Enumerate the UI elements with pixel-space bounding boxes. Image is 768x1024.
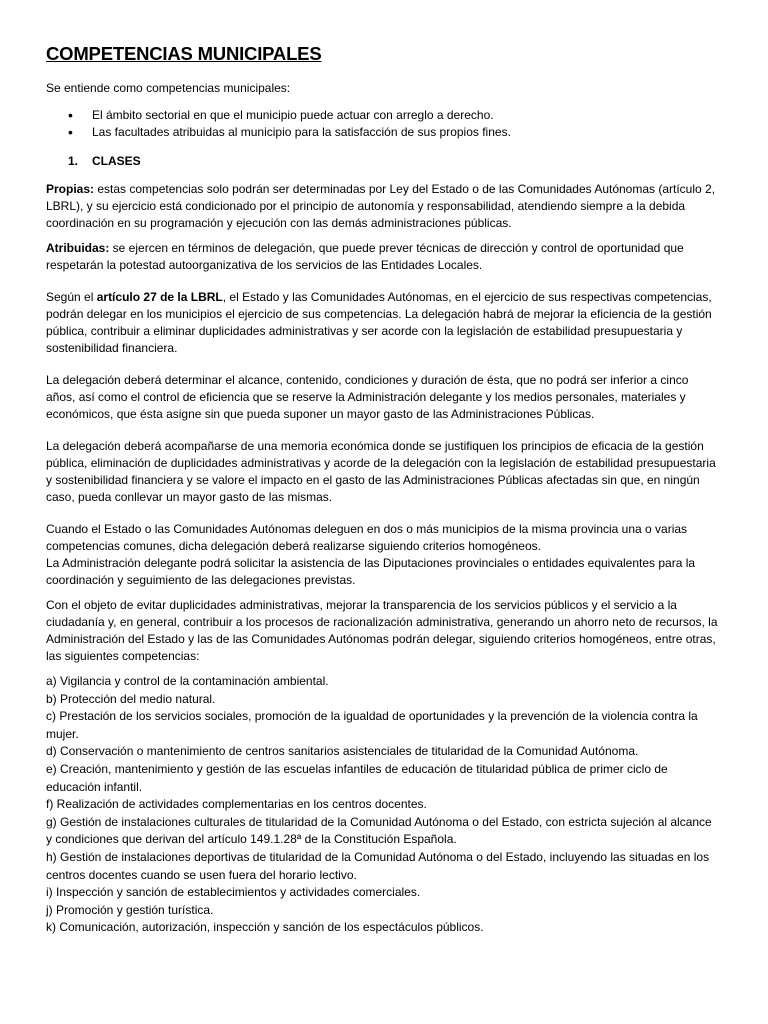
articulo27-paragraph bbox=[46, 289, 720, 357]
articulo27-bold: artículo 27 de la LBRL bbox=[96, 290, 223, 304]
atribuidas-text: se ejercen en términos de delegación, que puede prever técnicas de dirección y control de oportunidad que respetarán la potestad autoorganizativa de los servicios de las Entidades Locales. bbox=[46, 241, 684, 272]
memoria-paragraph: La delegación deberá acompañarse de una memoria económica donde se justifiquen los principios de eficacia de la gestión pública, eliminación de duplicidades administrativas y acorde de la delegación con la legislación de estabilidad presupuestaria y sostenibilidad financiera y se valore el impacto en el gasto de las Administraciones Públicas afectadas sin que, en ningún caso, pueda conllevar un mayor gasto de las mismas. bbox=[46, 439, 716, 504]
alcance-paragraph: La delegación deberá determinar el alcance, contenido, condiciones y duración de ésta, que no podrá ser inferior a cinco años, así como el control de eficiencia que se reserve la Administración delegante y los medios personales, materiales y económicos, que ésta asigne sin que pueda suponer un mayor gasto de las Administraciones Públicas. bbox=[46, 373, 689, 421]
propias-text: estas competencias solo podrán ser determinadas por Ley del Estado o de las Comunidades Autónomas (artículo 2, LBRL), y su ejercicio está condicionado por el principio de autonomía y responsabilidad, atendiendo siempre a la debida coordinación en su programación y ejecución con las demás administraciones públicas. bbox=[46, 182, 716, 230]
list-item: b) Protección del medio natural. bbox=[46, 691, 216, 706]
definition-item: • El ámbito sectorial en que el municipio puede actuar con arreglo a derecho. bbox=[46, 107, 720, 124]
document-page bbox=[46, 42, 720, 937]
list-item: d) Conservación o mantenimiento de centros sanitarios asistenciales de titularidad de la Comunidad Autónoma. bbox=[46, 744, 639, 759]
list-item: a) Vigilancia y control de la contaminación ambiental. bbox=[46, 674, 329, 688]
list-item: e) Creación, mantenimiento y gestión de las escuelas infantiles de educación de titularidad pública de primer ciclo de educación infantil. bbox=[46, 761, 668, 794]
document-title: COMPETENCIAS MUNICIPALES bbox=[46, 43, 322, 64]
articulo27-pre: Según el bbox=[46, 290, 97, 304]
list-item: j) Promoción y gestión turística. bbox=[46, 902, 214, 917]
list-item: f) Realización de actividades complementarias en los centros docentes. bbox=[46, 797, 427, 812]
section-label: CLASES bbox=[92, 154, 141, 168]
list-item: c) Prestación de los servicios sociales, promoción de la igualdad de oportunidades y la prevención de la violencia contra la mujer. bbox=[46, 709, 698, 741]
competencias-list bbox=[46, 673, 720, 937]
objeto-paragraph: Con el objeto de evitar duplicidades administrativas, mejorar la transparencia de los servicios públicos y el servicio a la ciudadanía y, en general, contribuir a los procesos de racionalización administrativa, generando un ahorro neto de recursos, la Administración del Estado y las de las Comunidades Autónomas podrán delegar, siguiendo criterios homogéneos, entre otras, las siguientes competencias: bbox=[46, 598, 718, 663]
asistencia-paragraph: La Administración delegante podrá solicitar la asistencia de las Diputaciones provinciales o entidades equivalentes para la coordinación y seguimiento de las delegaciones previstas. bbox=[46, 556, 696, 587]
list-item: i) Inspección y sanción de establecimientos y actividades comerciales. bbox=[46, 885, 421, 900]
list-item: g) Gestión de instalaciones culturales de titularidad de la Comunidad Autónoma o del Estado, con estricta sujeción al alcance y condiciones que derivan del artículo 149.1.28ª de la Constitución Española. bbox=[46, 814, 712, 847]
list-item: k) Comunicación, autorización, inspección y sanción de los espectáculos públicos. bbox=[46, 920, 484, 935]
definition-list bbox=[46, 107, 720, 141]
propias-label: Propias: bbox=[46, 182, 95, 196]
atribuidas-label: Atribuidas: bbox=[46, 241, 110, 255]
definition-item: • Las facultades atribuidas al municipio para la satisfacción de sus propios fines. bbox=[46, 124, 720, 141]
section-heading bbox=[46, 153, 720, 170]
articulo27-text: , el Estado y las Comunidades Autónomas, en el ejercicio de sus respectivas competencias, podrán delegar en los municipios el ejercicio de sus competencias. La delegación habrá de mejorar la eficiencia de la gestión pública, contribuir a eliminar duplicidades administrativas y ser acorde con la legislación de estabilidad presupuestaria y sostenibilidad financiera. bbox=[46, 290, 712, 355]
atribuidas-paragraph bbox=[46, 240, 720, 274]
homogeneos-paragraph: Cuando el Estado o las Comunidades Autónomas deleguen en dos o más municipios de la misma provincia una o varias competencias comunes, dicha delegación deberá realizarse siguiendo criterios homogéneos. bbox=[46, 522, 688, 553]
section-number: 1. bbox=[68, 154, 79, 168]
intro-text: Se entiende como competencias municipales: bbox=[46, 81, 291, 95]
propias-paragraph bbox=[46, 181, 720, 232]
list-item: h) Gestión de instalaciones deportivas de titularidad de la Comunidad Autónoma o del Estado, incluyendo las situadas en los centros docentes cuando se usen fuera del horario lectivo. bbox=[46, 849, 710, 882]
